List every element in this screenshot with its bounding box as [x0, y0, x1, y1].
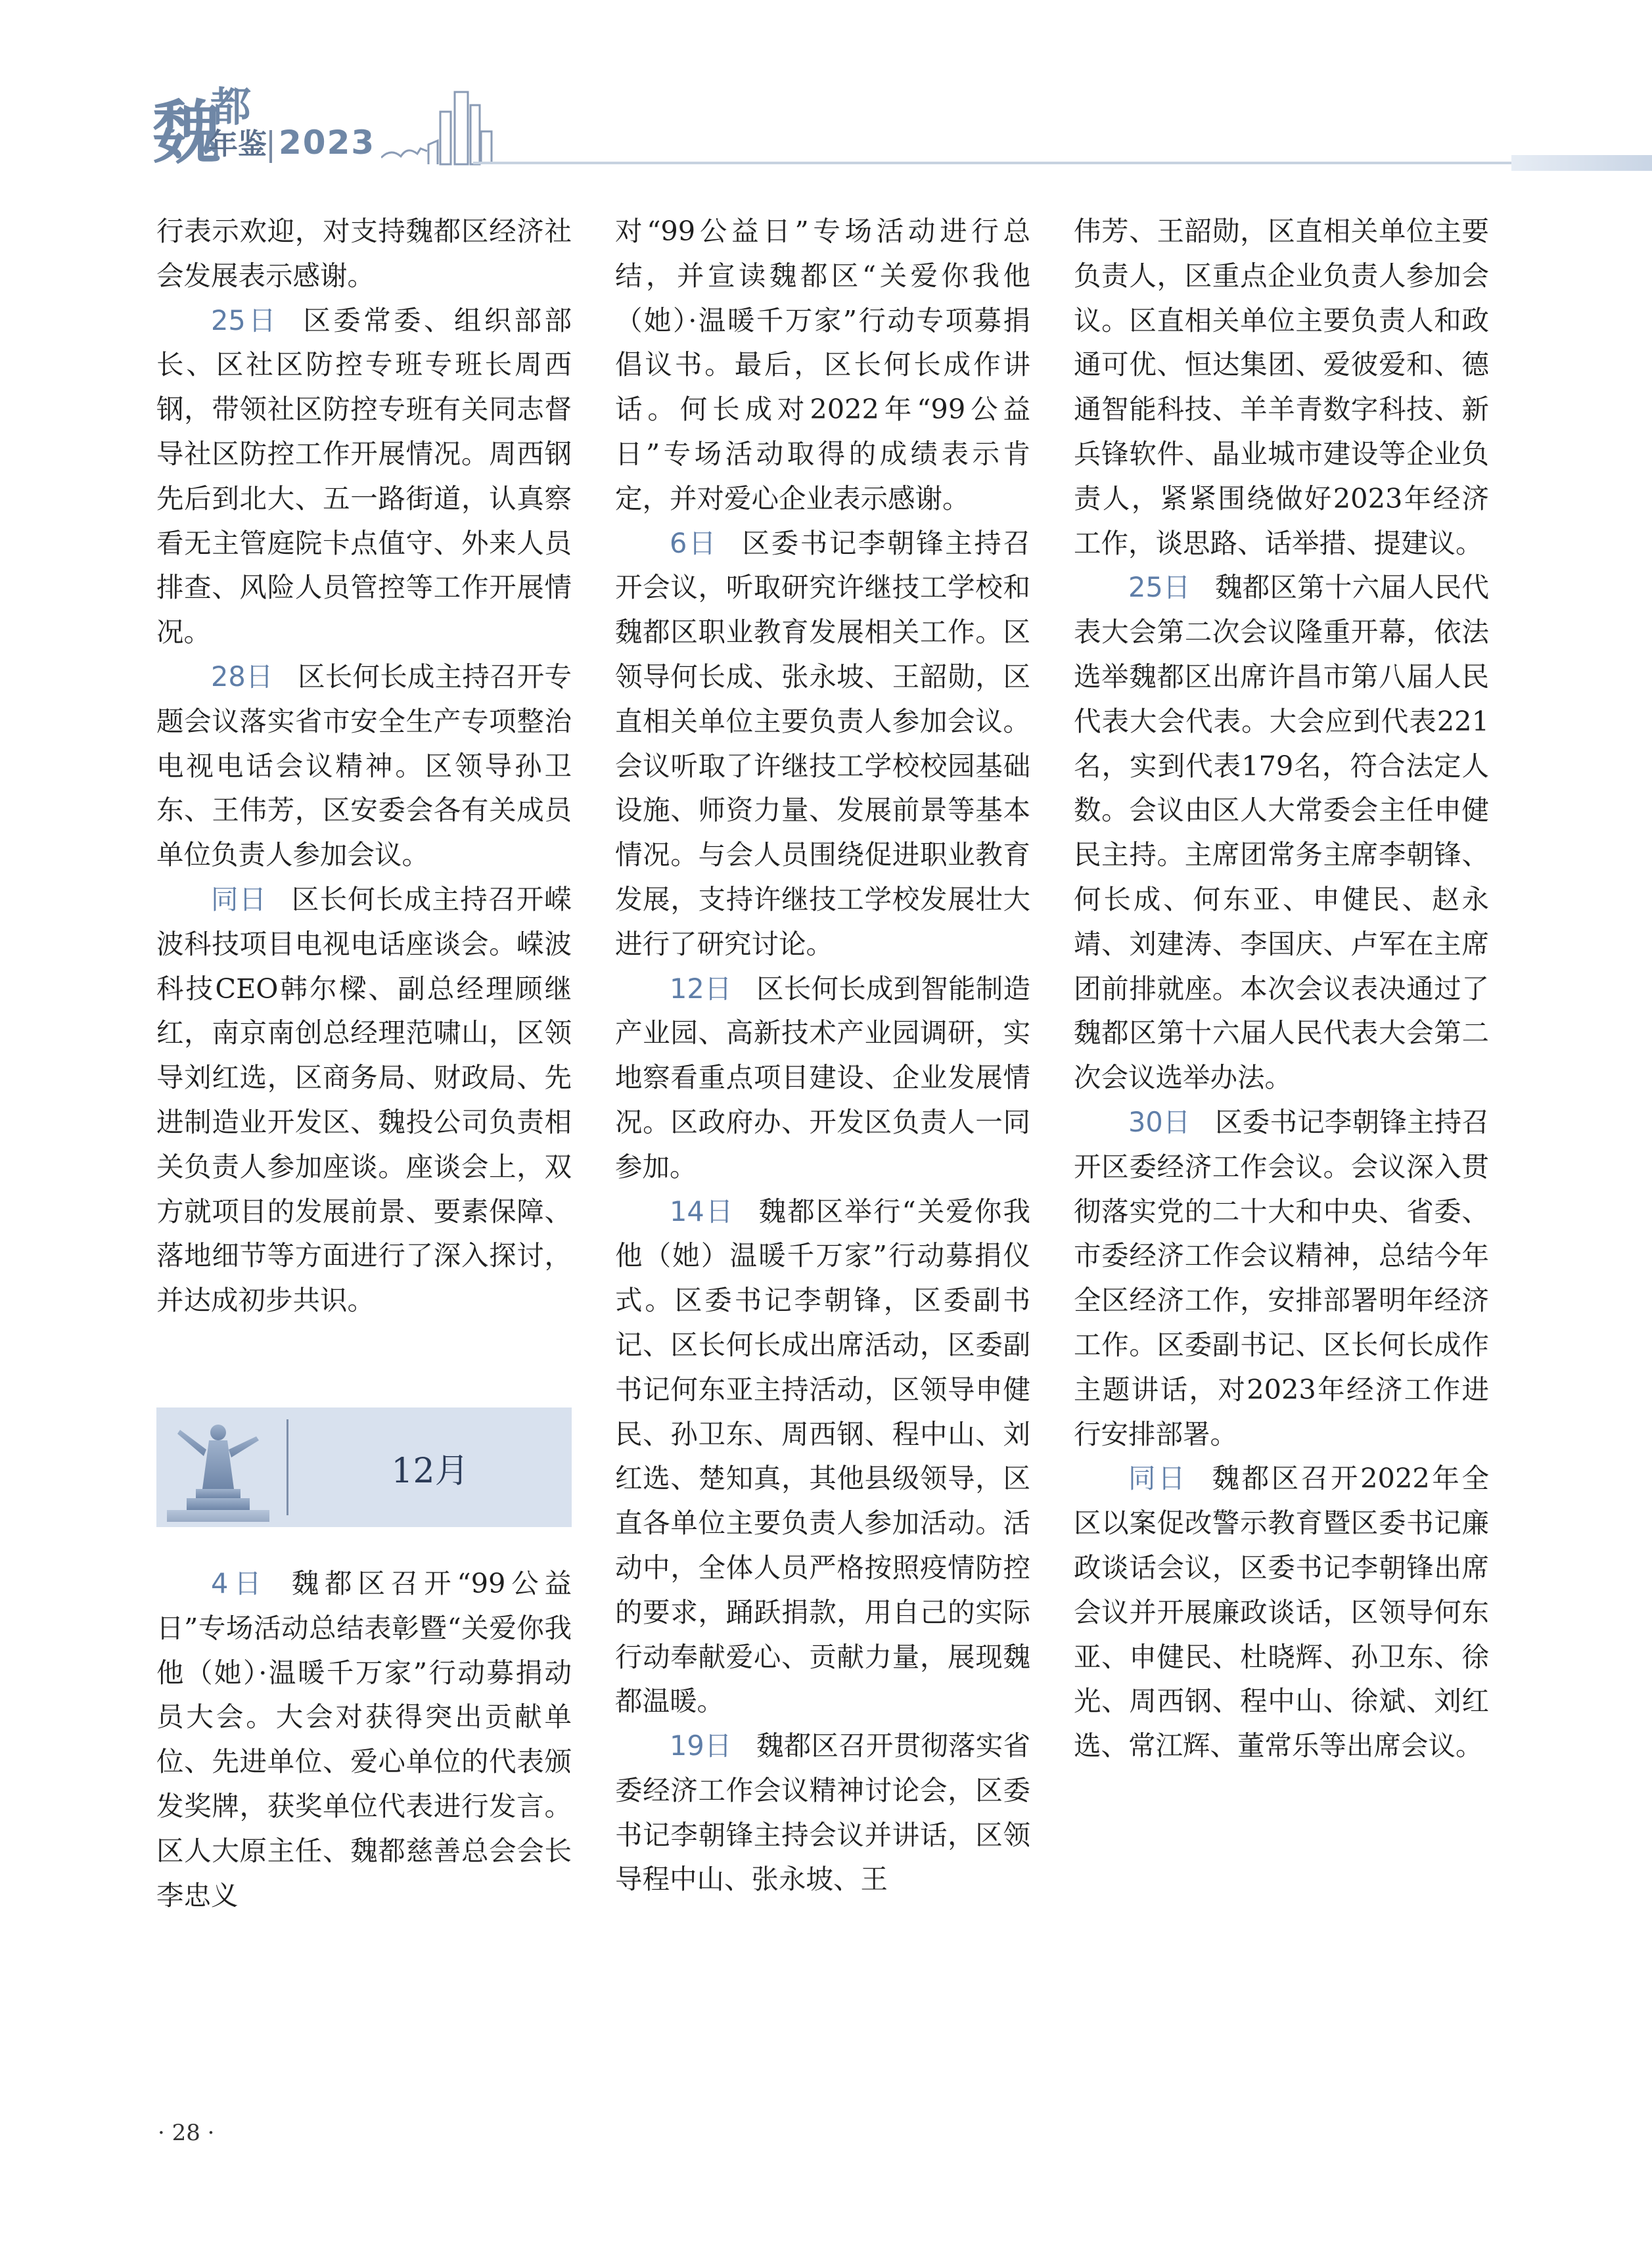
date-label: 12日 [670, 972, 732, 1005]
date-label: 14日 [670, 1195, 735, 1227]
paragraph: 4日 魏都区召开“99公益日”专场活动总结表彰暨“关爱你我他（她）·温暖千万家”行动募捐动员大会。大会对获得突出贡献单位、先进单位、爱心单位的代表颁发奖牌，获奖单位代表进行发言。区人大原主任、魏都慈善总会会长李忠义 [156, 1567, 572, 1911]
date-label: 19日 [670, 1729, 732, 1762]
paragraph: 伟芳、王韶勋，区直相关单位主要负责人，区重点企业负责人参加会议。区直相关单位主要负责人和政通可优、恒达集团、爱彼爱和、德通智能科技、羊羊青数字科技、新兵锋软件、晶业城市建设等企业负责人，紧紧围绕做好2023年经济工作，谈思路、话举措、提建议。 [1074, 215, 1489, 559]
page-number: · 28 · [158, 2120, 215, 2146]
text-column-3 [1074, 209, 1489, 1768]
text-column-1-lower [156, 1561, 572, 1917]
header-accent-band [1511, 155, 1652, 171]
statue-icon [160, 1410, 276, 1524]
paragraph: 对“99公益日”专场活动进行总结，并宣读魏都区“关爱你我他（她）·温暖千万家”行动专项募捐倡议书。最后，区长何长成作讲话。何长成对2022年“99公益日”专场活动取得的成绩表示肯定，并对爱心企业表示感谢。 [615, 215, 1030, 515]
date-label: 6日 [670, 526, 718, 559]
logo-year: 2023 [279, 124, 376, 162]
paragraph: 同日 魏都区召开2022年全区以案促改警示教育暨区委书记廉政谈话会议，区委书记李朝锋出席会议并开展廉政谈话，区领导何东亚、申健民、杜晓辉、孙卫东、徐光、周西钢、程中山、徐斌、刘红选、常江辉、董常乐等出席会议。 [1074, 1462, 1489, 1762]
page-header [0, 0, 1652, 184]
paragraph: 12日 区长何长成到智能制造产业园、高新技术产业园调研，实地察看重点项目建设、企业发展情况。区政府办、开发区负责人一同参加。 [615, 972, 1030, 1183]
paragraph: 25日 魏都区第十六届人民代表大会第二次会议隆重开幕，依法选举魏都区出席许昌市第八届人民代表大会代表。大会应到代表221名，实到代表179名，符合法定人数。会议由区人大常委会主任申健民主持。主席团常务主席李朝锋、何长成、何东亚、申健民、赵永靖、刘建涛、李国庆、卢军在主席团前排就座。本次会议表决通过了魏都区第十六届人民代表大会第二次会议选举办法。 [1074, 571, 1489, 1094]
logo-du: 都 [210, 83, 252, 131]
city-skyline-icon [381, 85, 499, 171]
date-label: 同日 [211, 882, 267, 915]
paragraph: 行表示欢迎，对支持魏都区经济社会发展表示感谢。 [156, 215, 572, 292]
text-column-2 [615, 209, 1030, 1902]
month-banner [156, 1407, 572, 1527]
logo-nianjian: 年鉴 [209, 127, 267, 161]
logo-divider [269, 130, 272, 163]
date-label: 25日 [1128, 571, 1191, 604]
paragraph: 25日 区委常委、组织部部长、区社区防控专班专班长周西钢，带领社区防控专班有关同志督导社区防控工作开展情况。周西钢先后到北大、五一路街道，认真察看无主管庭院卡点值守、外来人员排查、风险人员管控等工作开展情况。 [156, 304, 572, 649]
paragraph: 28日 区长何长成主持召开专题会议落实省市安全生产专项整治电视电话会议精神。区领导孙卫东、王伟芳，区安委会各有关成员单位负责人参加会议。 [156, 660, 572, 871]
logo-wei: 魏 [152, 92, 221, 173]
text-column-1 [156, 209, 572, 1323]
paragraph: 同日 区长何长成主持召开嵘波科技项目电视电话座谈会。嵘波科技CEO韩尔樑、副总经理顾继红，南京南创总经理范啸山，区领导刘红选，区商务局、财政局、先进制造业开发区、魏投公司负责相关负责人参加座谈。座谈会上，双方就项目的发展前景、要素保障、落地细节等方面进行了深入探讨，并达成初步共识。 [156, 882, 572, 1317]
date-label: 4日 [211, 1567, 267, 1599]
paragraph: 6日 区委书记李朝锋主持召开会议，听取研究许继技工学校和魏都区职业教育发展相关工作。区领导何长成、张永坡、王韶勋，区直相关单位主要负责人参加会议。会议听取了许继技工学校校园基础设施、师资力量、发展前景等基本情况。与会人员围绕促进职业教育发展，支持许继技工学校发展壮大进行了研究讨论。 [615, 526, 1030, 960]
paragraph: 30日 区委书记李朝锋主持召开区委经济工作会议。会议深入贯彻落实党的二十大和中央、省委、市委经济工作会议精神，总结今年全区经济工作，安排部署明年经济工作。区委副书记、区长何长成作主题讲话，对2023年经济工作进行安排部署。 [1074, 1105, 1489, 1450]
date-label: 30日 [1128, 1105, 1191, 1138]
header-rule [473, 162, 1652, 164]
date-label: 同日 [1128, 1462, 1188, 1495]
month-title: 12月 [391, 1451, 469, 1491]
paragraph: 19日 魏都区召开贯彻落实省委经济工作会议精神讨论会，区委书记李朝锋主持会议并讲话，区领导程中山、张永坡、王 [615, 1729, 1030, 1896]
paragraph: 14日 魏都区举行“关爱你我他（她）温暖千万家”行动募捐仪式。区委书记李朝锋，区委副书记、区长何长成出席活动，区委副书记何东亚主持活动，区领导申健民、孙卫东、周西钢、程中山、刘红选、楚知真，其他县级领导，区直各单位主要负责人参加活动。活动中，全体人员严格按照疫情防控的要求，踊跃捐款，用自己的实际行动奉献爱心、贡献力量，展现魏都温暖。 [615, 1195, 1030, 1718]
date-label: 25日 [211, 304, 279, 336]
date-label: 28日 [211, 660, 273, 693]
